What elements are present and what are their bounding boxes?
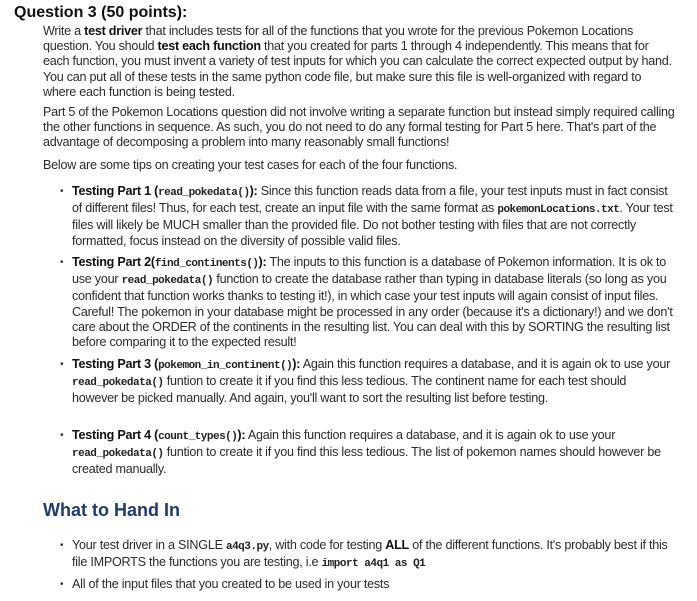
hand-in-list	[62, 538, 674, 572]
tip-part1-code: read_pokedata()	[158, 187, 250, 199]
part5-text: Part 5 of the Pokemon Locations question did not involve writing a separate function but instead simply required calling the other functions in sequence. As such, you do not need to do any formal testing for Part 5 here. That's part of the advantage of decomposing a problem into many reasonably small functions!	[43, 105, 675, 150]
tip-part2-label: Testing Part 2	[72, 255, 151, 269]
intro-text-3: that you created for parts 1 through 4 independently. This means that for each function, you must invent a variety of test inputs for which you can calculate the correct expected output by hand. You can put all of these tests in the same python code file, but make sure this file is well-organized with regard to where each function is being tested.	[43, 39, 672, 99]
hand-in-item1-import: import a4q1 as Q1	[321, 558, 426, 571]
intro-bold-test-driver: test driver	[84, 24, 143, 38]
tip-part2-open: (	[150, 255, 155, 269]
part5-paragraph	[43, 105, 675, 151]
hand-in-item-test-driver	[62, 538, 674, 572]
intro-text-2: that includes tests for all of the functions that you wrote for the previous Pokemon Locations question. You should	[43, 24, 634, 54]
tip-part2-close: ):	[258, 255, 267, 269]
tip-part1-filename: pokemonLocations.txt	[497, 204, 620, 217]
tip-part4-open: (	[150, 428, 159, 442]
tips-list-3	[62, 357, 674, 407]
tip-part4-text1: Again this function requires a database, and it is again ok to use your	[245, 428, 616, 442]
tip-part3-label: Testing Part 3	[72, 357, 151, 371]
hand-in-item-input-files	[62, 577, 674, 592]
tip-part4	[62, 428, 674, 478]
hand-in-item2-text: All of the input files that you created to be used in your tests	[72, 577, 390, 591]
tips-intro	[43, 158, 675, 173]
tip-part4-text2: funtion to create it if you find this less tedious. The list of pokemon names should however be created manually.	[72, 445, 661, 477]
tip-part2-code2: read_pokedata()	[121, 275, 214, 288]
hand-in-list-2	[62, 577, 674, 592]
tips-list	[62, 184, 674, 249]
hand-in-item1-filename: a4q3.py	[225, 541, 269, 553]
hand-in-item1-bold-all: ALL	[385, 538, 409, 552]
hand-in-item1-text1: Your test driver in a SINGLE	[72, 538, 226, 552]
tip-part3-open: (	[150, 357, 159, 371]
tip-part3-code2: read_pokedata()	[72, 377, 164, 390]
intro-text-1: Write a	[43, 24, 85, 38]
tip-part2-text1: The inputs to this function is a database of Pokemon information. It is ok to use your	[72, 255, 667, 287]
tips-list-2	[62, 255, 674, 350]
tip-part1	[62, 184, 674, 249]
tip-part1-close: ):	[249, 184, 258, 198]
tip-part1-open: (	[150, 184, 159, 198]
tip-part2	[62, 255, 674, 350]
tip-part3-close: ):	[292, 357, 301, 371]
tips-list-4	[62, 428, 674, 478]
hand-in-item1-text3: of the different functions. It's probably best if this file IMPORTS the functions you are testing, i.e	[72, 538, 668, 570]
tip-part4-close: ):	[237, 428, 246, 442]
tip-part1-text1: Since this function reads data from a file, your test inputs must in fact consist of different files! Thus, for each test, create an input file with the same format as	[72, 184, 668, 216]
tip-part3-code: pokemon_in_continent()	[158, 360, 293, 372]
tip-part4-label: Testing Part 4	[72, 428, 151, 442]
intro-paragraph	[43, 24, 675, 100]
tip-part2-text2: function to create the database rather than typing in database literals (so long as you confident that function works thanks to testing it!), in which case your test inputs will again consist of input files. Careful! The pokemon in your database might be processed in any order (because it's a dictionary!) and we don't care about the ORDER of the continents in the resulting list. You can deal with this by SORTING the resulting list before comparing it to the expected result!	[72, 272, 673, 350]
tip-part2-code: find_continents()	[154, 258, 259, 270]
tip-part3-text2: funtion to create it if you find this less tedious. The continent name for each test should however be picked manually. And again, you'll want to sort the resulting list before testing.	[72, 374, 627, 406]
tip-part3-text1: Again this function requires a database, and it is again ok to use your	[300, 357, 671, 371]
tip-part3	[62, 357, 674, 407]
tip-part1-text2: . Your test files will likely be MUCH smaller than the provided file. Do not bother testing with files that are not correctly formatted, focus instead on the diversity of possible valid files.	[72, 201, 673, 248]
tips-intro-text: Below are some tips on creating your test cases for each of the four functions.	[43, 158, 458, 172]
tip-part4-code: count_types()	[158, 431, 238, 443]
hand-in-item1-text2: , with code for testing	[268, 538, 386, 552]
intro-bold-test-each: test each function	[157, 39, 261, 54]
tip-part1-label: Testing Part 1	[72, 184, 151, 198]
question-title: Question 3 (50 points):	[14, 4, 188, 21]
tip-part4-code2: read_pokedata()	[72, 448, 164, 461]
hand-in-heading: What to Hand In	[43, 500, 180, 520]
